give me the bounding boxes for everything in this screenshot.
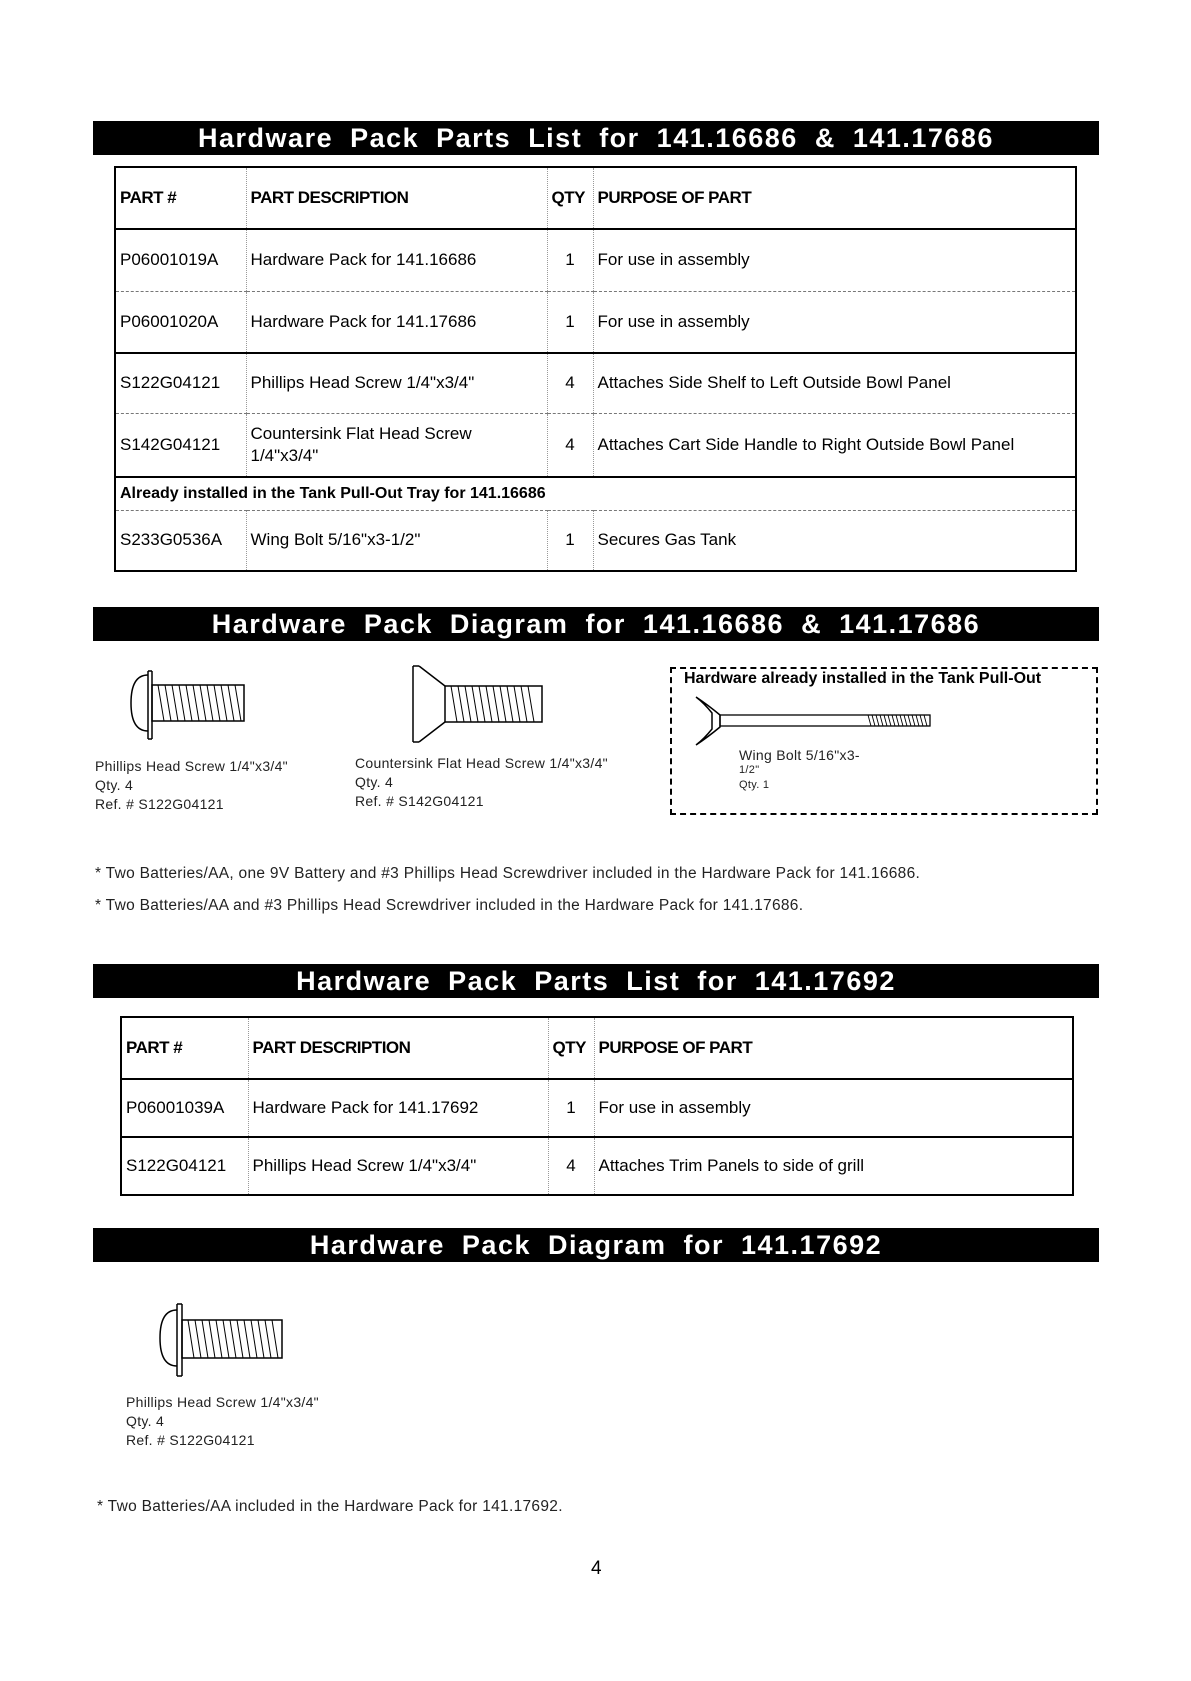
table-row	[121, 1137, 1073, 1195]
page-number: 4	[591, 1558, 602, 1579]
header-description: PART DESCRIPTION	[248, 1017, 548, 1079]
phillips-caption-1	[95, 757, 288, 814]
part-qty: 1	[547, 229, 593, 291]
phillips-caption-2	[126, 1393, 319, 1450]
part-description: Wing Bolt 5/16"x3-1/2"	[246, 511, 547, 571]
table-row	[115, 413, 1076, 477]
part-number: S122G04121	[121, 1137, 248, 1195]
wing-bolt-name: Wing Bolt 5/16"x3-	[739, 747, 860, 763]
part-description: Phillips Head Screw 1/4"x3/4"	[246, 353, 547, 413]
part-number: S233G0536A	[115, 511, 246, 571]
table-row	[115, 229, 1076, 291]
installed-box-title: Hardware already installed in the Tank Pull-Out	[684, 670, 1042, 687]
table-header-row	[121, 1017, 1073, 1079]
wing-bolt-caption	[739, 748, 860, 793]
phillips-qty: Qty. 4	[95, 777, 134, 793]
header-purpose: PURPOSE OF PART	[593, 167, 1076, 229]
part-qty: 1	[547, 291, 593, 353]
countersink-ref: Ref. # S142G04121	[355, 793, 484, 809]
wing-bolt-icon	[690, 693, 940, 749]
parts-list-title-1-text: Hardware Pack Parts List for 141.16686 & 141.17686	[198, 123, 994, 153]
part-qty: 4	[547, 353, 593, 413]
table-row	[115, 353, 1076, 413]
part-qty: 1	[548, 1079, 594, 1137]
part-number: P06001019A	[115, 229, 246, 291]
part-purpose: For use in assembly	[593, 229, 1076, 291]
phillips-name: Phillips Head Screw 1/4"x3/4"	[126, 1394, 319, 1410]
table-header-row	[115, 167, 1076, 229]
table-row	[115, 511, 1076, 571]
part-number: P06001039A	[121, 1079, 248, 1137]
countersink-caption	[355, 754, 608, 811]
header-purpose: PURPOSE OF PART	[594, 1017, 1073, 1079]
part-number: S122G04121	[115, 353, 246, 413]
part-qty: 4	[547, 413, 593, 477]
phillips-ref: Ref. # S122G04121	[95, 796, 224, 812]
note-line: * Two Batteries/AA, one 9V Battery and #3 Phillips Head Screwdriver included in the Hardware Pack for 141.16686.	[95, 865, 921, 882]
parts-list-title-2-text: Hardware Pack Parts List for 141.17692	[296, 966, 896, 996]
phillips-ref: Ref. # S122G04121	[126, 1432, 255, 1448]
diagram-title-2-text: Hardware Pack Diagram for 141.17692	[309, 1230, 883, 1260]
part-purpose: Secures Gas Tank	[593, 511, 1076, 571]
part-purpose: For use in assembly	[593, 291, 1076, 353]
part-description: Hardware Pack for 141.17692	[248, 1079, 548, 1137]
header-qty: QTY	[548, 1017, 594, 1079]
phillips-qty: Qty. 4	[126, 1413, 165, 1429]
diagram-title-1	[93, 607, 1099, 641]
parts-table-2	[120, 1016, 1074, 1196]
header-description: PART DESCRIPTION	[246, 167, 547, 229]
countersink-qty: Qty. 4	[355, 774, 394, 790]
part-purpose: Attaches Side Shelf to Left Outside Bowl Panel	[593, 353, 1076, 413]
group-label: Already installed in the Tank Pull-Out Tray for 141.16686	[115, 477, 1076, 511]
note-line: * Two Batteries/AA included in the Hardware Pack for 141.17692.	[97, 1498, 563, 1515]
parts-list-title-2	[93, 964, 1099, 998]
diagram-title-2	[93, 1228, 1099, 1262]
table-row	[115, 291, 1076, 353]
part-description: Hardware Pack for 141.17686	[246, 291, 547, 353]
part-purpose: Attaches Trim Panels to side of grill	[594, 1137, 1073, 1195]
phillips-screw-icon	[157, 1300, 287, 1380]
countersink-screw-icon	[411, 664, 546, 744]
part-qty: 1	[547, 511, 593, 571]
parts-table-1	[114, 166, 1077, 572]
part-description: Phillips Head Screw 1/4"x3/4"	[248, 1137, 548, 1195]
wing-bolt-name-cont: 1/2"	[739, 764, 760, 776]
phillips-name: Phillips Head Screw 1/4"x3/4"	[95, 758, 288, 774]
part-purpose: For use in assembly	[594, 1079, 1073, 1137]
table-group-row	[115, 477, 1076, 511]
table-row	[121, 1079, 1073, 1137]
note-line: * Two Batteries/AA and #3 Phillips Head Screwdriver included in the Hardware Pack for 141.17686.	[95, 897, 804, 914]
part-description: Hardware Pack for 141.16686	[246, 229, 547, 291]
part-description: Countersink Flat Head Screw 1/4"x3/4"	[246, 413, 547, 477]
wing-bolt-qty: Qty. 1	[739, 779, 770, 791]
part-purpose: Attaches Cart Side Handle to Right Outside Bowl Panel	[593, 413, 1076, 477]
part-number: S142G04121	[115, 413, 246, 477]
phillips-screw-icon	[128, 667, 248, 743]
countersink-name: Countersink Flat Head Screw 1/4"x3/4"	[355, 755, 608, 771]
parts-list-title-1	[93, 121, 1099, 155]
part-number: P06001020A	[115, 291, 246, 353]
header-part: PART #	[120, 188, 177, 207]
header-part: PART #	[126, 1038, 183, 1057]
part-qty: 4	[548, 1137, 594, 1195]
diagram-title-1-text: Hardware Pack Diagram for 141.16686 & 141.17686	[211, 609, 981, 639]
header-qty: QTY	[547, 167, 593, 229]
